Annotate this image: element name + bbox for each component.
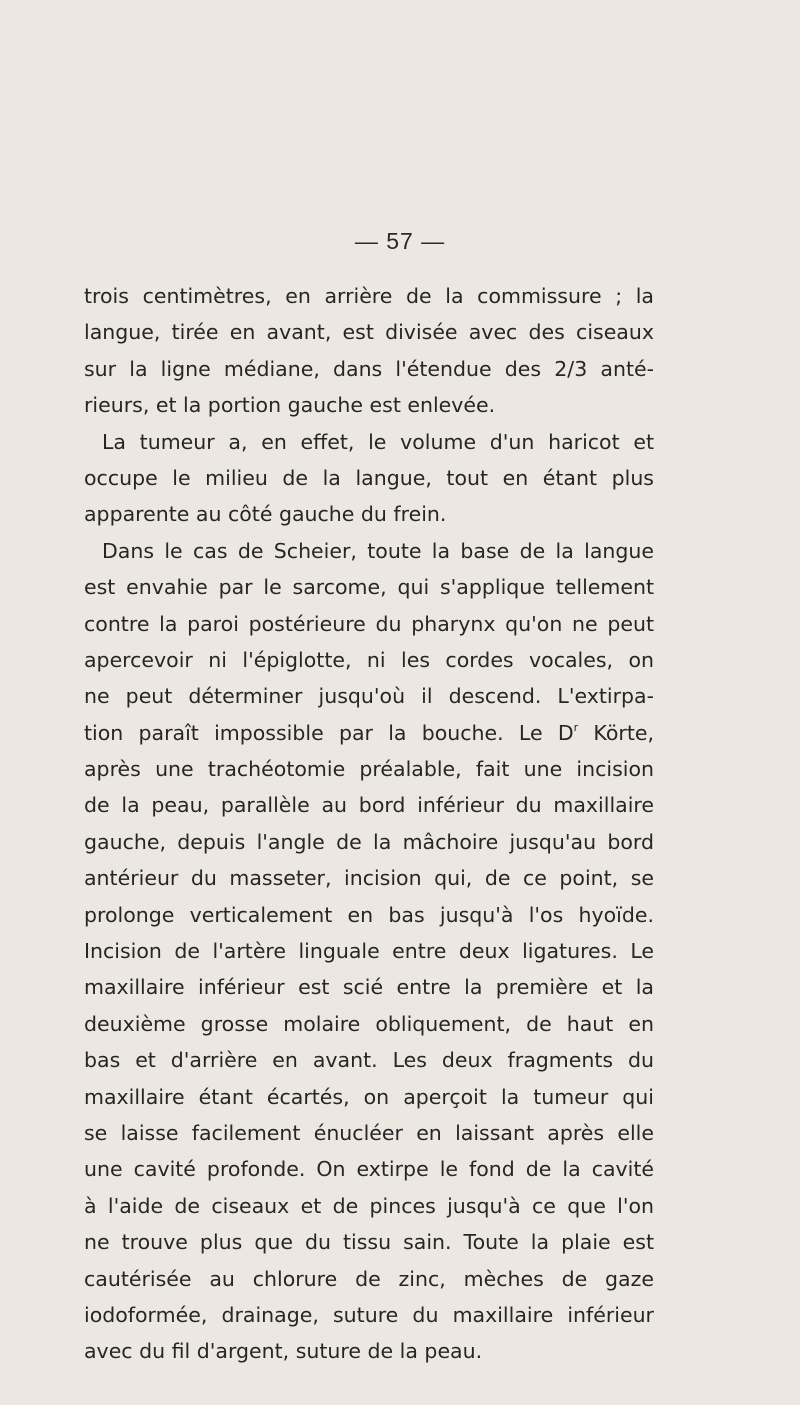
text-line: Dans le cas de Scheier, toute la base de la langue: [102, 538, 654, 563]
text-line: après une trachéotomie préalable, fait une incision: [84, 757, 654, 782]
text-line: apparente au côté gauche du frein.: [84, 502, 447, 527]
doctor-superscript: r: [573, 720, 579, 734]
text-line: prolonge verticalement en bas jusqu'à l'os hyoïde.: [84, 902, 654, 927]
text-line: Incision de l'artère linguale entre deux ligatures. Le: [84, 939, 654, 964]
text-line: cautérisée au chlorure de zinc, mèches de gaze: [84, 1266, 654, 1291]
text-line: contre la paroi postérieure du pharynx qu'on ne peut: [84, 611, 654, 636]
text-line: antérieur du masseter, incision qui, de ce point, se: [84, 866, 654, 891]
page-number: — 57 —: [354, 228, 446, 254]
text-line: apercevoir ni l'épiglotte, ni les cordes vocales, on: [84, 647, 654, 672]
text-line: occupe le milieu de la langue, tout en étant plus: [84, 465, 654, 490]
text-line: bas et d'arrière en avant. Les deux fragments du: [84, 1048, 654, 1073]
text-line: maxillaire inférieur est scié entre la première et la: [84, 975, 654, 1000]
text-line: une cavité profonde. On extirpe le fond de la cavité: [84, 1157, 654, 1182]
body-text: [84, 278, 654, 1370]
text-line: maxillaire étant écartés, on aperçoit la tumeur qui: [84, 1084, 654, 1109]
text-line-end: Körte,: [578, 720, 654, 745]
text-line: avec du fil d'argent, suture de la peau.: [84, 1339, 483, 1364]
text-line: gauche, depuis l'angle de la mâchoire jusqu'au bord: [84, 829, 654, 854]
text-line: de la peau, parallèle au bord inférieur du maxillaire: [84, 793, 654, 818]
text-line: trois centimètres, en arrière de la commissure ; la: [84, 284, 654, 308]
text-line-with-superscript: [84, 715, 654, 751]
text-line: La tumeur a, en effet, le volume d'un haricot et: [102, 429, 654, 454]
text-line: iodoformée, drainage, suture du maxillaire inférieur: [84, 1302, 654, 1327]
text-line: ne trouve plus que du tissu sain. Toute la plaie est: [84, 1230, 654, 1255]
text-line: rieurs, et la portion gauche est enlevée.: [84, 393, 496, 418]
text-line: est envahie par le sarcome, qui s'applique tellement: [84, 575, 654, 600]
text-line: à l'aide de ciseaux et de pinces jusqu'à ce que l'on: [84, 1193, 654, 1218]
text-line: deuxième grosse molaire obliquement, de haut en: [84, 1011, 654, 1036]
text-line: sur la ligne médiane, dans l'étendue des 2/3 anté-: [84, 356, 654, 381]
text-line: se laisse facilement énucléer en laissant après elle: [84, 1120, 654, 1145]
text-line: ne peut déterminer jusqu'où il descend. L'extirpa-: [84, 684, 654, 709]
text-line: langue, tirée en avant, est divisée avec des ciseaux: [84, 320, 654, 345]
text-line-start: tion paraît impossible par la bouche. Le D: [84, 720, 574, 745]
